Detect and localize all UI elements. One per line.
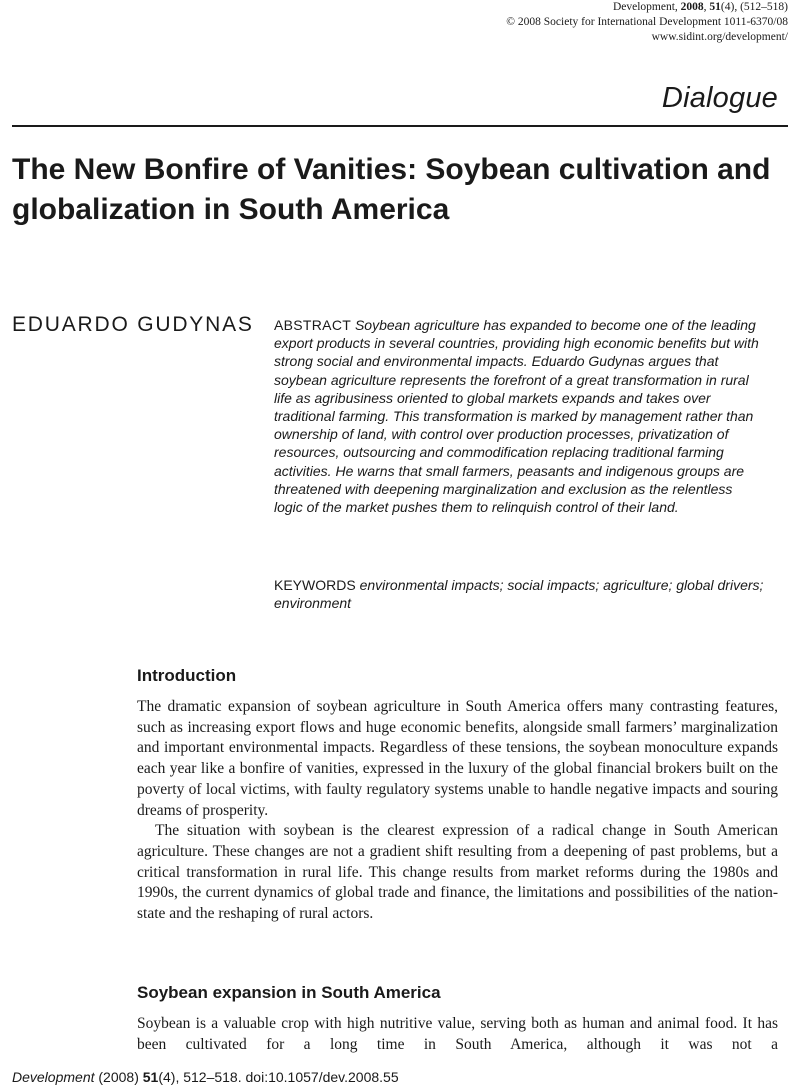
introduction-body: [137, 697, 778, 925]
paragraph: Soybean is a valuable crop with high nutritive value, serving both as human and animal food. It has been cultivated for a long time in South America, although it was not a: [137, 1015, 778, 1053]
keywords-text: environmental impacts; social impacts; agriculture; global drivers; environment: [274, 577, 764, 612]
paragraph: The dramatic expansion of soybean agriculture in South America offers many contrasting features, such as increasing export flows and huge economic benefits, alongside small farmers’ marginalization and important environmental impacts. Regardless of these tensions, the soybean monoculture expands each year like a bonfire of vanities, expressed in the luxury of the global financial brokers built on the poverty of local victims, with faulty regulatory systems unable to handle negative impacts and souring dreams of prosperity.: [137, 698, 778, 819]
journal-year: 2008: [680, 1, 704, 13]
footer-year: (2008): [98, 1069, 139, 1085]
footer-issue-pages: (4), 512–518.: [158, 1069, 242, 1085]
header-rule: [12, 125, 788, 127]
paragraph: The situation with soybean is the clearest expression of a radical change in South American agriculture. These changes are not a gradient shift resulting from a deepening of past problems, but a critical transformation in rural life. This change results from market reforms during the 1980s and 1990s, the current dynamics of global trade and finance, the limitations and possibilities of the nation-state and the reshaping of rural actors.: [137, 822, 778, 923]
author-name: EDUARDO GUDYNAS: [12, 313, 254, 336]
abstract: [274, 316, 764, 516]
section-heading-introduction: Introduction: [137, 666, 237, 685]
keywords-label: KEYWORDS: [274, 577, 356, 593]
journal-name: Development,: [612, 1, 681, 13]
soybean-expansion-body: [137, 1014, 778, 1055]
footer-journal-name: Development: [12, 1069, 95, 1085]
journal-issue-pages: (4), (512–518): [720, 1, 788, 13]
journal-volume: 51: [709, 1, 721, 13]
journal-header: [506, 0, 788, 45]
section-heading-soybean-expansion: Soybean expansion in South America: [137, 983, 441, 1002]
footer-volume: 51: [142, 1069, 159, 1085]
keywords: [274, 576, 764, 612]
abstract-label: ABSTRACT: [274, 317, 352, 333]
abstract-text: Soybean agriculture has expanded to become one of the leading export products in several countries, providing high economic benefits but with strong social and environmental impacts. Eduardo Gudynas argues that soybean agriculture represents the forefront of a great transformation in rural life as agribusiness oriented to global markets expands and takes over traditional farming. This transformation is marked by management rather than ownership of land, with control over production processes, privatization of resources, outsourcing and commodification replacing traditional farming activities. He warns that small farmers, peasants and indigenous groups are threatened with deepening marginalization and exclusion as the relentless logic of the market pushes them to relinquish control of their land.: [274, 317, 759, 516]
copyright-line: © 2008 Society for International Development 1011-6370/08: [506, 16, 788, 28]
journal-website-link[interactable]: www.sidint.org/development/: [651, 31, 788, 43]
footer-citation: [12, 1069, 399, 1085]
journal-citation-line: Development, 2008, 51(4), (512–518): [612, 1, 788, 13]
article-title: The New Bonfire of Vanities: Soybean cultivation and globalization in South America: [12, 153, 771, 226]
doi-link[interactable]: doi:10.1057/dev.2008.55: [245, 1069, 399, 1085]
section-label: Dialogue: [661, 82, 778, 114]
